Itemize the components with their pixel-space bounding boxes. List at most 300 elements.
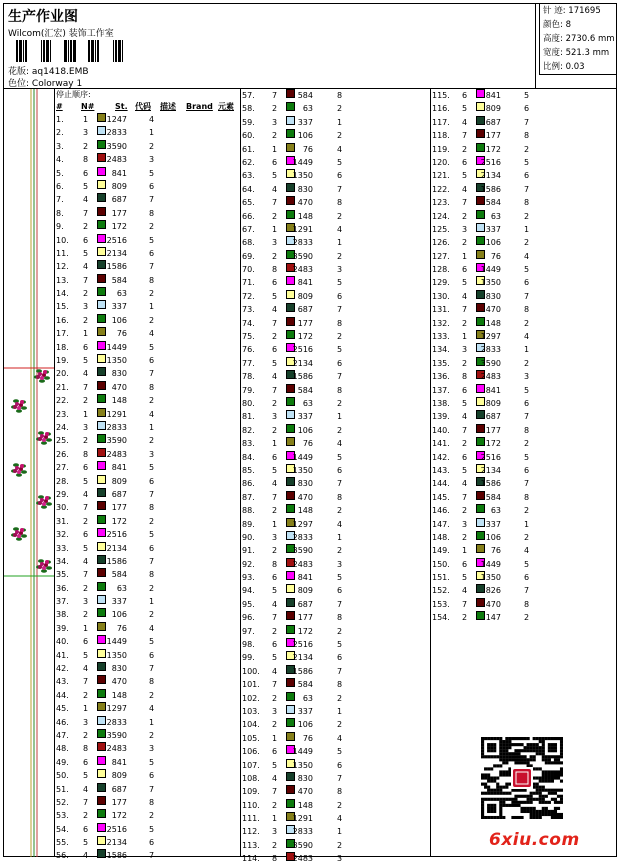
element-code: 6 (149, 356, 155, 366)
element-code: 7 (337, 305, 343, 315)
element-code: 6 (337, 171, 343, 181)
needle-number: 4 (83, 784, 89, 794)
needle-number: 1 (83, 704, 89, 714)
flower-motif (34, 369, 50, 383)
stop-index: 92. (242, 559, 255, 569)
stitch-count: 1449 (106, 637, 127, 647)
stop-row (55, 515, 240, 528)
stitch-count: 1586 (292, 372, 313, 382)
stop-index: 58. (242, 104, 255, 114)
info-divider (535, 4, 536, 89)
element-code: 8 (149, 275, 155, 285)
element-code: 4 (149, 704, 155, 714)
stop-row (431, 317, 535, 330)
stop-row (241, 223, 430, 236)
color-swatch (97, 180, 106, 189)
stitch-count: 830 (111, 664, 127, 674)
stitch-count: 2483 (106, 155, 127, 165)
colors-row: 颜色: 8 (543, 20, 571, 30)
stitch-count: 177 (485, 425, 501, 435)
needle-number: 6 (272, 640, 278, 650)
stitch-count: 809 (297, 291, 313, 301)
stop-index: 5. (56, 168, 64, 178)
color-swatch (476, 584, 485, 593)
color-swatch (97, 113, 106, 122)
stop-index: 85. (242, 465, 255, 475)
stitch-count: 63 (490, 211, 501, 221)
stop-index: 28. (56, 476, 69, 486)
stop-row (55, 287, 240, 300)
stop-index: 102. (242, 693, 260, 703)
element-code: 4 (337, 439, 343, 449)
color-swatch (97, 649, 106, 658)
stitch-count: 148 (297, 506, 313, 516)
needle-number: 6 (462, 265, 468, 275)
needle-number: 6 (83, 168, 89, 178)
stop-index: 137. (432, 385, 450, 395)
needle-number: 2 (462, 613, 468, 623)
element-code: 2 (337, 398, 343, 408)
stitch-count: 177 (297, 613, 313, 623)
stop-index: 7. (56, 195, 64, 205)
stitch-count: 1350 (292, 760, 313, 770)
color-swatch (97, 555, 106, 564)
needle-number: 2 (83, 396, 89, 406)
element-code: 1 (337, 117, 343, 127)
element-code: 2 (337, 251, 343, 261)
stop-index: 46. (56, 717, 69, 727)
element-code: 2 (524, 439, 530, 449)
needle-number: 2 (462, 439, 468, 449)
stitch-count: 106 (111, 610, 127, 620)
needle-number: 4 (272, 773, 278, 783)
stop-index: 43. (56, 677, 69, 687)
stitch-count: 841 (485, 91, 501, 100)
color-swatch (97, 729, 106, 738)
stitch-count: 1297 (106, 704, 127, 714)
needle-number: 5 (272, 465, 278, 475)
needle-number: 7 (462, 425, 468, 435)
stop-row (241, 169, 430, 182)
element-code: 3 (149, 744, 155, 754)
needle-number: 6 (83, 530, 89, 540)
stop-row (55, 126, 240, 139)
needle-number: 4 (462, 291, 468, 301)
element-code: 6 (337, 291, 343, 301)
stop-row (55, 542, 240, 555)
element-code: 2 (337, 720, 343, 730)
company-name: Wilcom(汇宏) 装饰工作室 (8, 29, 114, 39)
stop-row (431, 544, 535, 557)
element-code: 1 (149, 597, 155, 607)
stop-row (241, 584, 430, 597)
needle-number: 2 (462, 318, 468, 328)
stitch-count: 63 (302, 104, 313, 114)
color-swatch (97, 823, 106, 832)
needle-number: 5 (462, 171, 468, 181)
flower-motif (36, 431, 52, 445)
element-code: 8 (337, 198, 343, 208)
stop-row (55, 207, 240, 220)
element-code: 8 (337, 787, 343, 797)
needle-number: 5 (83, 771, 89, 781)
element-code: 7 (337, 599, 343, 609)
element-code: 2 (149, 222, 155, 232)
element-code: 5 (337, 345, 343, 355)
element-code: 2 (524, 506, 530, 516)
element-code: 7 (524, 291, 530, 301)
element-code: 4 (337, 224, 343, 234)
element-code: 8 (337, 492, 343, 502)
color-swatch (97, 367, 106, 376)
element-code: 2 (337, 546, 343, 556)
stop-index: 29. (56, 489, 69, 499)
element-code: 3 (337, 265, 343, 275)
stitch-count: 76 (490, 546, 501, 556)
stop-row (241, 89, 430, 102)
needle-number: 6 (83, 757, 89, 767)
stop-index: 150. (432, 559, 450, 569)
needle-number: 1 (462, 251, 468, 261)
element-code: 1 (149, 717, 155, 727)
stop-row (55, 274, 240, 287)
color-swatch (286, 477, 295, 486)
color-swatch (97, 448, 106, 457)
element-code: 2 (337, 425, 343, 435)
needle-number: 2 (83, 222, 89, 232)
stop-row (431, 276, 535, 289)
stitch-count: 1586 (480, 184, 501, 194)
stop-index: 124. (432, 211, 450, 221)
element-code: 2 (524, 211, 530, 221)
needle-number: 2 (462, 532, 468, 542)
stitch-count: 2516 (292, 345, 313, 355)
needle-number: 7 (462, 198, 468, 208)
needle-number: 4 (462, 117, 468, 127)
stop-row (55, 461, 240, 474)
stop-index: 142. (432, 452, 450, 462)
stop-index: 74. (242, 318, 255, 328)
color-swatch (286, 89, 295, 98)
needle-number: 4 (83, 489, 89, 499)
color-swatch (286, 102, 295, 111)
stop-index: 72. (242, 291, 255, 301)
stitch-count: 76 (302, 733, 313, 743)
stop-index: 12. (56, 262, 69, 272)
color-swatch (97, 515, 106, 524)
stitch-count: 2833 (292, 827, 313, 837)
stitch-count: 470 (111, 382, 127, 392)
needle-number: 2 (83, 690, 89, 700)
element-code: 6 (149, 771, 155, 781)
stop-row (241, 544, 430, 557)
element-code: 2 (149, 396, 155, 406)
color-swatch (286, 384, 295, 393)
stop-index: 98. (242, 640, 255, 650)
stitch-count: 63 (302, 398, 313, 408)
color-swatch (97, 528, 106, 537)
stop-row (241, 357, 430, 370)
needle-number: 2 (272, 800, 278, 810)
stop-row (431, 571, 535, 584)
stitch-count: 177 (111, 503, 127, 513)
needle-number: 6 (83, 235, 89, 245)
stop-index: 75. (242, 332, 255, 342)
color-swatch (476, 116, 485, 125)
needle-number: 1 (83, 329, 89, 339)
needle-number: 7 (462, 305, 468, 315)
stop-index: 31. (56, 516, 69, 526)
needle-number: 6 (462, 91, 468, 100)
element-code: 8 (337, 385, 343, 395)
stop-index: 129. (432, 278, 450, 288)
element-code: 6 (149, 248, 155, 258)
color-swatch (476, 397, 485, 406)
stop-index: 69. (242, 251, 255, 261)
stitch-count: 470 (111, 677, 127, 687)
stop-list-column-1 (55, 89, 240, 863)
stop-index: 19. (56, 356, 69, 366)
color-swatch (97, 809, 106, 818)
needle-number: 4 (83, 664, 89, 674)
stop-index: 26. (56, 449, 69, 459)
stop-index: 125. (432, 224, 450, 234)
stop-row (241, 424, 430, 437)
design-value: aq1418.EMB (31, 67, 89, 77)
element-code: 7 (337, 184, 343, 194)
color-swatch (97, 702, 106, 711)
element-code: 6 (149, 476, 155, 486)
color-swatch (286, 732, 295, 741)
stop-row (431, 531, 535, 544)
element-code: 8 (524, 425, 530, 435)
stop-index: 38. (56, 610, 69, 620)
stitch-count: 1449 (292, 452, 313, 462)
element-code: 4 (337, 144, 343, 154)
stitch-count: 1449 (480, 559, 501, 569)
stop-index: 67. (242, 224, 255, 234)
stop-row (241, 464, 430, 477)
element-code: 7 (149, 851, 155, 861)
element-code: 1 (524, 519, 530, 529)
element-code: 4 (149, 115, 155, 124)
stop-index: 10. (56, 235, 69, 245)
stitch-count: 2483 (292, 265, 313, 275)
needle-number: 5 (83, 356, 89, 366)
stop-index: 65. (242, 198, 255, 208)
needle-number: 2 (83, 436, 89, 446)
stitch-count: 3590 (106, 436, 127, 446)
element-code: 6 (524, 573, 530, 583)
element-code: 1 (337, 532, 343, 542)
needle-number: 5 (272, 291, 278, 301)
needle-number: 5 (272, 653, 278, 663)
element-code: 4 (337, 814, 343, 824)
needle-number: 7 (462, 131, 468, 141)
stop-row (55, 675, 240, 688)
element-code: 1 (524, 345, 530, 355)
stop-row (431, 397, 535, 410)
colors-value: 8 (565, 20, 571, 30)
element-code: 8 (524, 599, 530, 609)
needle-number: 8 (83, 449, 89, 459)
needle-number: 1 (462, 332, 468, 342)
stitch-count: 841 (297, 278, 313, 288)
element-code: 8 (524, 305, 530, 315)
needle-number: 2 (462, 358, 468, 368)
element-code: 2 (524, 238, 530, 248)
stitch-count: 1350 (106, 650, 127, 660)
stitch-count: 106 (297, 720, 313, 730)
stitch-count: 177 (111, 797, 127, 807)
element-code: 8 (149, 208, 155, 218)
stitch-count: 337 (111, 597, 127, 607)
stop-index: 123. (432, 198, 450, 208)
element-code: 6 (524, 171, 530, 181)
stop-index: 135. (432, 358, 450, 368)
element-code: 2 (149, 315, 155, 325)
stop-row (431, 504, 535, 517)
needle-number: 6 (272, 747, 278, 757)
stitch-count: 337 (297, 412, 313, 422)
stop-index: 49. (56, 757, 69, 767)
stop-index: 18. (56, 342, 69, 352)
stop-index: 14. (56, 289, 69, 299)
stitch-count: 76 (490, 251, 501, 261)
color-swatch (286, 718, 295, 727)
stop-row (431, 437, 535, 450)
color-swatch (286, 290, 295, 299)
stop-index: 54. (56, 824, 69, 834)
stitch-count: 172 (111, 222, 127, 232)
color-swatch (476, 196, 485, 205)
stitch-count: 687 (111, 784, 127, 794)
stop-row (55, 849, 240, 862)
stop-row (431, 183, 535, 196)
needle-number: 4 (272, 599, 278, 609)
color-swatch (97, 260, 106, 269)
element-code: 7 (337, 666, 343, 676)
stop-index: 108. (242, 773, 260, 783)
color-swatch (286, 303, 295, 312)
element-code: 5 (524, 385, 530, 395)
color-swatch (97, 501, 106, 510)
element-code: 5 (524, 91, 530, 100)
stop-row (241, 852, 430, 865)
stop-index: 8. (56, 208, 64, 218)
header (4, 4, 616, 89)
stop-row (55, 809, 240, 822)
stop-index: 100. (242, 666, 260, 676)
needle-number: 2 (272, 211, 278, 221)
color-swatch (97, 635, 106, 644)
stop-index: 34. (56, 556, 69, 566)
width-row: 宽度: 521.3 mm (543, 48, 610, 58)
stitch-count: 841 (111, 168, 127, 178)
element-code: 8 (149, 797, 155, 807)
stop-row (55, 394, 240, 407)
stop-index: 119. (432, 144, 450, 154)
flower-motif (36, 559, 52, 573)
stop-index: 27. (56, 463, 69, 473)
needle-number: 3 (83, 128, 89, 138)
needle-number: 1 (462, 546, 468, 556)
color-swatch (97, 769, 106, 778)
stop-row (55, 716, 240, 729)
color-swatch (286, 571, 295, 580)
color-swatch (97, 274, 106, 283)
stop-index: 139. (432, 412, 450, 422)
stop-index: 62. (242, 157, 255, 167)
color-swatch (476, 611, 485, 620)
needle-number: 7 (272, 91, 278, 100)
needle-number: 2 (83, 811, 89, 821)
element-code: 8 (149, 503, 155, 513)
stop-row (241, 678, 430, 691)
qr-code (481, 737, 563, 819)
element-code: 3 (337, 559, 343, 569)
needle-number: 8 (83, 155, 89, 165)
stop-index: 112. (242, 827, 260, 837)
stop-row (55, 622, 240, 635)
stop-row (55, 408, 240, 421)
element-code: 5 (524, 559, 530, 569)
stitch-count: 76 (302, 439, 313, 449)
stop-index: 22. (56, 396, 69, 406)
element-code: 2 (337, 131, 343, 141)
needle-number: 5 (462, 573, 468, 583)
stop-index: 136. (432, 372, 450, 382)
stitch-count: 2833 (292, 238, 313, 248)
stop-index: 40. (56, 637, 69, 647)
stop-row (55, 595, 240, 608)
stop-row (431, 236, 535, 249)
stitch-count: 2833 (292, 532, 313, 542)
stop-index: 86. (242, 479, 255, 489)
needle-number: 6 (272, 573, 278, 583)
needle-number: 5 (83, 543, 89, 553)
stitch-count: 148 (111, 690, 127, 700)
element-code: 3 (149, 155, 155, 165)
needle-number: 6 (462, 157, 468, 167)
stop-index: 25. (56, 436, 69, 446)
color-swatch (286, 692, 295, 701)
element-code: 6 (149, 650, 155, 660)
color-swatch (286, 799, 295, 808)
stitch-count: 1297 (480, 332, 501, 342)
stitch-count: 1449 (292, 747, 313, 757)
stop-row (55, 608, 240, 621)
needle-number: 1 (83, 115, 89, 124)
needle-number: 7 (272, 318, 278, 328)
stop-index: 45. (56, 704, 69, 714)
stitches-value: 171695 (568, 6, 601, 16)
stitch-count: 1586 (480, 479, 501, 489)
page-title: 生产作业图 (8, 9, 78, 25)
stop-row (431, 410, 535, 423)
stop-row (55, 662, 240, 675)
stitch-count: 106 (297, 131, 313, 141)
stop-row (241, 183, 430, 196)
needle-number: 6 (462, 559, 468, 569)
stop-row (55, 742, 240, 755)
needle-number: 7 (83, 503, 89, 513)
element-code: 7 (149, 489, 155, 499)
element-code: 1 (337, 412, 343, 422)
element-code: 5 (149, 824, 155, 834)
stitch-count: 584 (297, 680, 313, 690)
needle-number: 2 (462, 506, 468, 516)
